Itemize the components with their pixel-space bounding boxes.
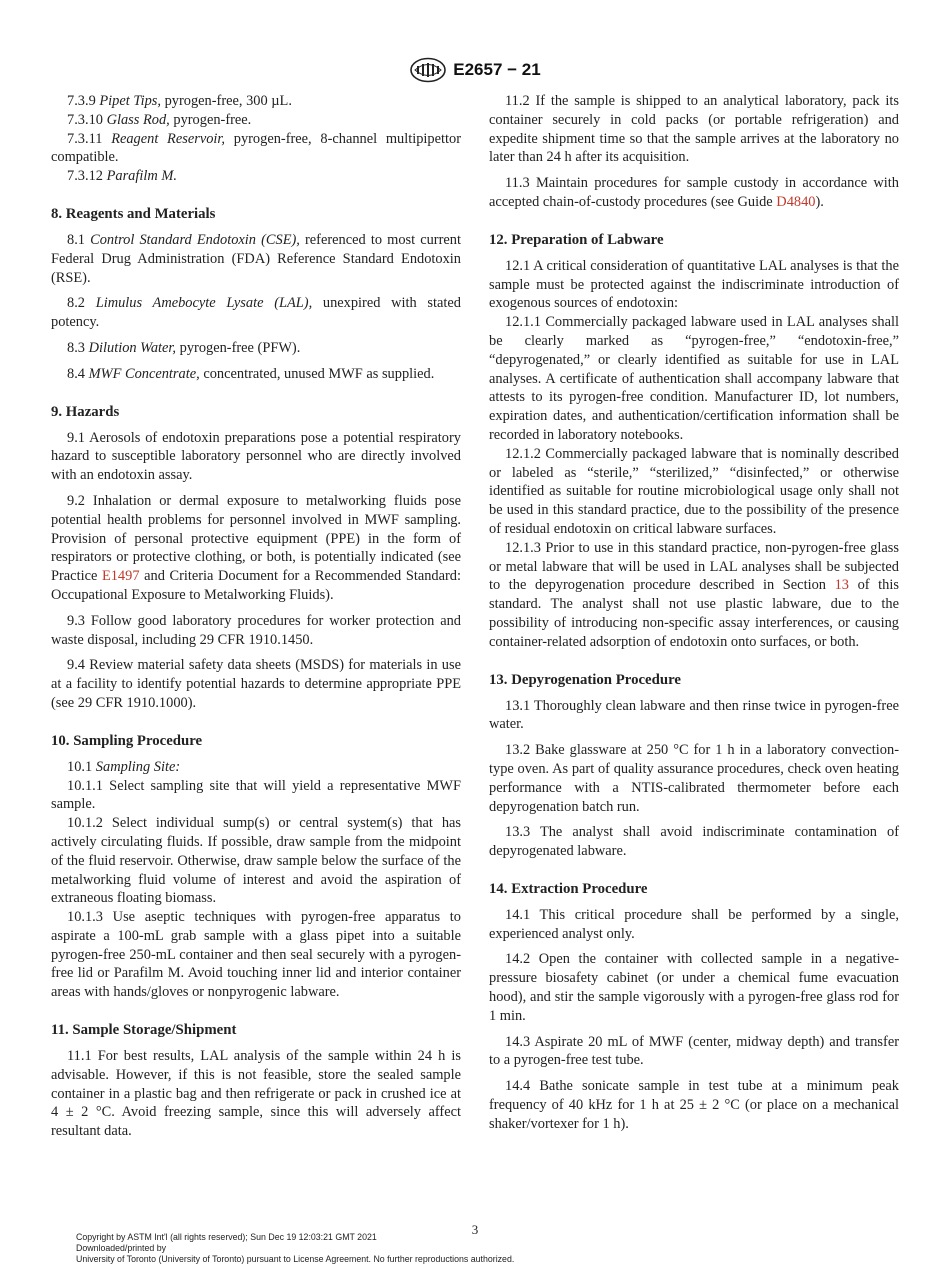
paragraph-9-4: 9.4 Review material safety data sheets (MSDS) for materials in use at a facility to identify potential hazards to determine appropriate PPE (see 29 CFR 1910.1000). [51,657,461,711]
reference-link-section-13[interactable]: 13 [834,577,849,594]
paragraph-11-1: 11.1 For best results, LAL analysis of the sample within 24 h is advisable. However, if this is not feasible, store the sealed sample container in a plastic bag and then refrigerate or pack in crushed ice at 4 ± 2 °C. Avoid freezing sample, since this will adversely affect resultant data. [51,1048,461,1140]
paragraph-9-2: 9.2 Inhalation or dermal exposure to metalworking fluids pose potential health problems for personnel involved in MWF sampling. Provision of personal protective equipment (PPE) in the form of respirators or protective clothing, or both, is potentially indicated (see Practice E1497 and Criteria Document for a Recommended Standard: Occupational Exposure to Metalworking Fluids). [51,492,461,603]
section-heading-13: 13. Depyrogenation Procedure [489,671,681,688]
paragraph-13-3: 13.3 The analyst shall avoid indiscriminate contamination of depyrogenated labware. [489,824,899,860]
reference-link-d4840[interactable]: D4840 [776,193,816,210]
paragraph-7-3-9: 7.3.9 Pipet Tips, pyrogen-free, 300 µL. [67,93,292,109]
paragraph-10-1-1: 10.1.1 Select sampling site that will yield a representative MWF sample. [51,777,461,813]
page-header [0,56,950,84]
paragraph-12-1-3: 12.1.3 Prior to use in this standard practice, non-pyrogen-free glass or metal labware that will be used in LAL analyses shall be subjected to the depyrogenation procedure described in Section 13 of this standard. The analyst shall not use plastic labware, due to the possibility of introducing non-specific assay interferences, or causing container-related adsorption of endotoxin onto surfaces, or both. [489,539,899,650]
footer-license-line: University of Toronto (University of Toronto) pursuant to License Agreement. No further reproductions authorized. [76,1254,515,1264]
paragraph-11-2: 11.2 If the sample is shipped to an analytical laboratory, pack its container securely in cold packs (or portable refrigeration) and expedite shipment time so that the sample arrives at the laboratory no later than 24 h after its acquisition. [489,93,899,166]
paragraph-7-3-11: 7.3.11 Reagent Reservoir, pyrogen-free, 8-channel multipipettor compatible. [51,130,461,166]
paragraph-8-3: 8.3 Dilution Water, pyrogen-free (PFW). [67,339,301,356]
reference-link-e1497[interactable]: E1497 [101,568,140,585]
paragraph-12-1-2: 12.1.2 Commercially packaged labware that is nominally described or labeled as “sterile,” “sterilized,” “disinfected,” or otherwise identified as suitable for routine microbiological usage only shall not be used in this standard practice, due to the possibility of the presence of residual endotoxin on critical labware surfaces. [489,445,899,537]
standard-designation: E2657 − 21 [453,60,541,79]
paragraph-9-1: 9.1 Aerosols of endotoxin preparations pose a potential respiratory hazard to susceptible laboratory personnel who are directly involved with an endotoxin assay. [51,429,461,484]
page-number: 3 [471,1222,479,1237]
footer-copyright-line: Copyright by ASTM Int'l (all rights reserved); Sun Dec 19 12:03:21 GMT 2021 [76,1232,377,1242]
paragraph-10-1-3: 10.1.3 Use aseptic techniques with pyrogen-free apparatus to aspirate a 100-mL grab sample with a glass pipet into a suitable pyrogen-free 250-mL container and then seal securely with a pyrogen-free lid or Parafilm M. Avoid touching inner lid and interior container areas with hands/gloves or nonpyrogenic labware. [51,909,461,1001]
section-heading-8: 8. Reagents and Materials [51,205,216,222]
paragraph-8-2: 8.2 Limulus Amebocyte Lysate (LAL), unexpired with stated potency. [51,295,461,331]
paragraph-14-4: 14.4 Bathe sonicate sample in test tube at a minimum peak frequency of 40 kHz for 1 h at 25 ± 2 °C (or place on a mechanical shaker/vortexer for 1 h). [489,1078,899,1132]
paragraph-12-1: 12.1 A critical consideration of quantitative LAL analyses is that the sample must be protected against the indiscriminate introduction of exogenous sources of endotoxin: [489,257,899,312]
section-heading-10: 10. Sampling Procedure [51,732,203,749]
footer-downloaded-line: Downloaded/printed by [76,1243,166,1253]
paragraph-10-1: 10.1 Sampling Site: [67,758,181,775]
paragraph-7-3-12: 7.3.12 Parafilm M. [67,168,177,185]
section-heading-9: 9. Hazards [51,403,120,420]
paragraph-11-3: 11.3 Maintain procedures for sample custody in accordance with accepted chain-of-custody procedures (see Guide D4840). [489,175,899,210]
copyright-footer [76,1232,896,1265]
astm-logo-icon [409,57,447,83]
right-column [489,92,899,1134]
paragraph-9-3: 9.3 Follow good laboratory procedures for worker protection and waste disposal, including 29 CFR 1910.1450. [51,612,461,648]
paragraph-14-3: 14.3 Aspirate 20 mL of MWF (center, midway depth) and transfer to a pyrogen-free test tube. [489,1033,899,1069]
paragraph-13-2: 13.2 Bake glassware at 250 °C for 1 h in a laboratory convection-type oven. As part of quality assurance procedures, check oven heating performance with a NTIS-calibrated thermometer before each depyrogenation batch run. [489,742,899,815]
section-heading-11: 11. Sample Storage/Shipment [51,1022,237,1039]
paragraph-14-2: 14.2 Open the container with collected sample in a negative-pressure biosafety cabinet (or under a chemical fume evacuation hood), and stir the sample vigorously with a pyrogen-free glass rod for 1 min. [489,951,899,1024]
paragraph-8-1: 8.1 Control Standard Endotoxin (CSE), referenced to most current Federal Drug Administration (FDA) Reference Standard Endotoxin (RSE). [51,231,461,286]
paragraph-7-3-10: 7.3.10 Glass Rod, pyrogen-free. [67,111,252,128]
left-column [51,92,461,1141]
paragraph-14-1: 14.1 This critical procedure shall be performed by a single, experienced analyst only. [489,906,899,942]
section-heading-14: 14. Extraction Procedure [489,880,648,897]
paragraph-13-1: 13.1 Thoroughly clean labware and then rinse twice in pyrogen-free water. [489,697,899,733]
section-heading-12: 12. Preparation of Labware [489,231,664,248]
paragraph-12-1-1: 12.1.1 Commercially packaged labware used in LAL analyses shall be clearly marked as “pyrogen-free,” “endotoxin-free,” “depyrogenated,” or clearly identified as suitable for use in LAL analyses. A certificate of authentication shall accompany labware that attests to its pyrogen-free condition. Manufacturer ID, lot numbers, expiration dates, and authentication/certification information shall be recorded in laboratory notebooks. [489,314,899,443]
paragraph-10-1-2: 10.1.2 Select individual sump(s) or central system(s) that has actively circulating fluids. If possible, draw sample from the midpoint of the fluid reservoir. Otherwise, draw sample below the surface of the metalworking fluid volume of interest and avoid the aspiration of extraneous floating biomass. [51,815,461,907]
paragraph-8-4: 8.4 MWF Concentrate, concentrated, unused MWF as supplied. [67,365,435,382]
